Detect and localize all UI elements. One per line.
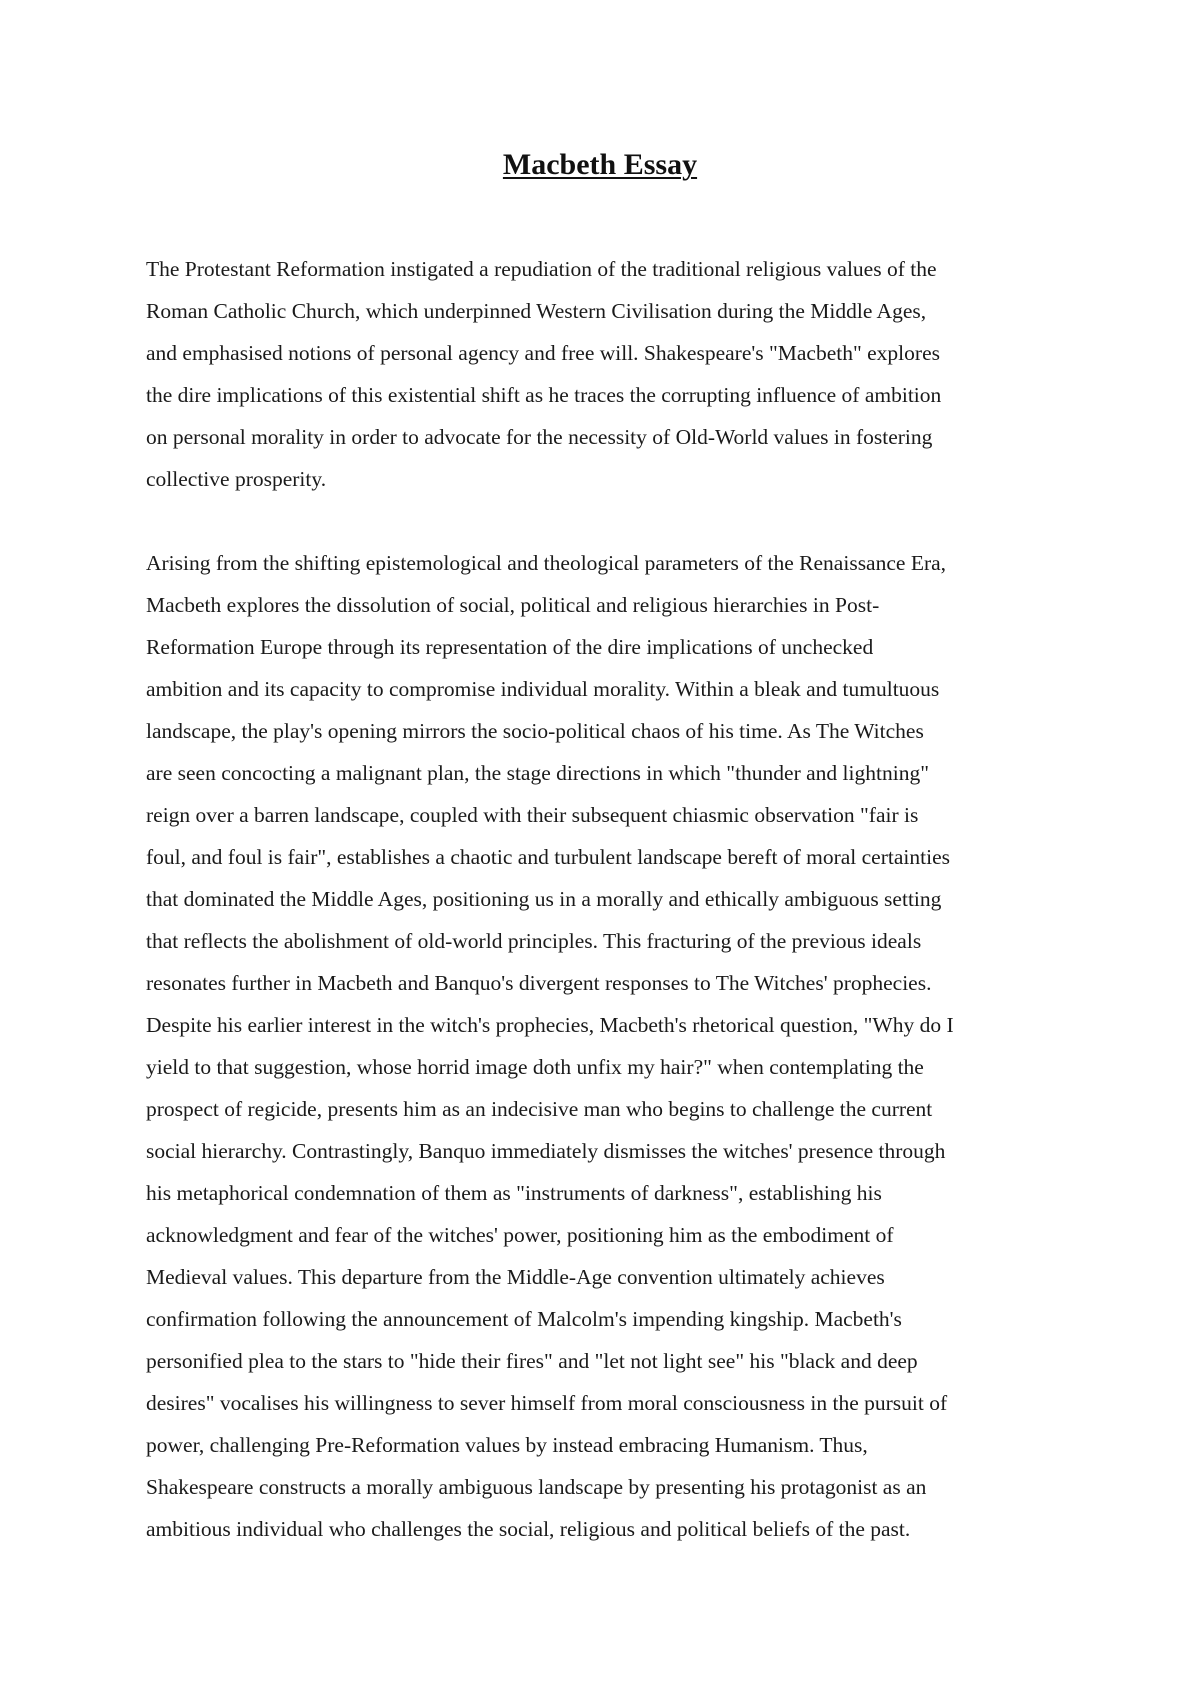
paragraph-line: resonates further in Macbeth and Banquo's divergent responses to The Witches' prophecies. bbox=[146, 971, 932, 995]
paragraph-line: social hierarchy. Contrastingly, Banquo immediately dismisses the witches' presence through bbox=[146, 1139, 946, 1163]
paragraph-line: are seen concocting a malignant plan, the stage directions in which "thunder and lightning" bbox=[146, 761, 929, 785]
paragraph-line: Medieval values. This departure from the Middle-Age convention ultimately achieves bbox=[146, 1265, 885, 1289]
paragraph-line: landscape, the play's opening mirrors the socio-political chaos of his time. As The Witches bbox=[146, 719, 924, 743]
paragraph-line: foul, and foul is fair", establishes a chaotic and turbulent landscape bereft of moral certainties bbox=[146, 845, 950, 869]
paragraph-line: the dire implications of this existential shift as he traces the corrupting influence of ambition bbox=[146, 383, 942, 407]
paragraph-line: ambitious individual who challenges the social, religious and political beliefs of the past. bbox=[146, 1517, 911, 1541]
paragraph-line: reign over a barren landscape, coupled with their subsequent chiasmic observation "fair is bbox=[146, 803, 919, 827]
paragraph-line: Reformation Europe through its representation of the dire implications of unchecked bbox=[146, 635, 874, 659]
paragraph-line: yield to that suggestion, whose horrid image doth unfix my hair?" when contemplating the bbox=[146, 1055, 924, 1079]
paragraph-line: on personal morality in order to advocate for the necessity of Old-World values in fostering bbox=[146, 425, 933, 449]
paragraph-line: personified plea to the stars to "hide their fires" and "let not light see" his "black and deep bbox=[146, 1349, 918, 1373]
body-paragraph bbox=[146, 542, 1066, 1550]
introduction-paragraph bbox=[146, 248, 1066, 500]
paragraph-line: acknowledgment and fear of the witches' power, positioning him as the embodiment of bbox=[146, 1223, 894, 1247]
paragraph-line: power, challenging Pre-Reformation values by instead embracing Humanism. Thus, bbox=[146, 1433, 868, 1457]
paragraph-line: Macbeth explores the dissolution of social, political and religious hierarchies in Post- bbox=[146, 593, 880, 617]
paragraph-line: collective prosperity. bbox=[146, 467, 327, 491]
paragraph-line: Shakespeare constructs a morally ambiguous landscape by presenting his protagonist as an bbox=[146, 1475, 927, 1499]
paragraph-line: that reflects the abolishment of old-world principles. This fracturing of the previous ideals bbox=[146, 929, 922, 953]
paragraph-line: ambition and its capacity to compromise individual morality. Within a bleak and tumultuous bbox=[146, 677, 940, 701]
paragraph-line: his metaphorical condemnation of them as "instruments of darkness", establishing his bbox=[146, 1181, 882, 1205]
paragraph-line: Despite his earlier interest in the witch's prophecies, Macbeth's rhetorical question, "Why do I bbox=[146, 1013, 954, 1037]
paragraph-line: that dominated the Middle Ages, positioning us in a morally and ethically ambiguous setting bbox=[146, 887, 942, 911]
paragraph-line: Roman Catholic Church, which underpinned Western Civilisation during the Middle Ages, bbox=[146, 299, 927, 323]
paragraph-line: confirmation following the announcement of Malcolm's impending kingship. Macbeth's bbox=[146, 1307, 902, 1331]
paragraph-line: desires" vocalises his willingness to sever himself from moral consciousness in the pursuit of bbox=[146, 1391, 948, 1415]
paragraph-line: Arising from the shifting epistemological and theological parameters of the Renaissance Era, bbox=[146, 551, 947, 575]
paragraph-line: The Protestant Reformation instigated a repudiation of the traditional religious values of the bbox=[146, 257, 937, 281]
document-title: Macbeth Essay bbox=[502, 148, 698, 181]
paragraph-line: and emphasised notions of personal agency and free will. Shakespeare's "Macbeth" explores bbox=[146, 341, 940, 365]
paragraph-line: prospect of regicide, presents him as an indecisive man who begins to challenge the current bbox=[146, 1097, 933, 1121]
